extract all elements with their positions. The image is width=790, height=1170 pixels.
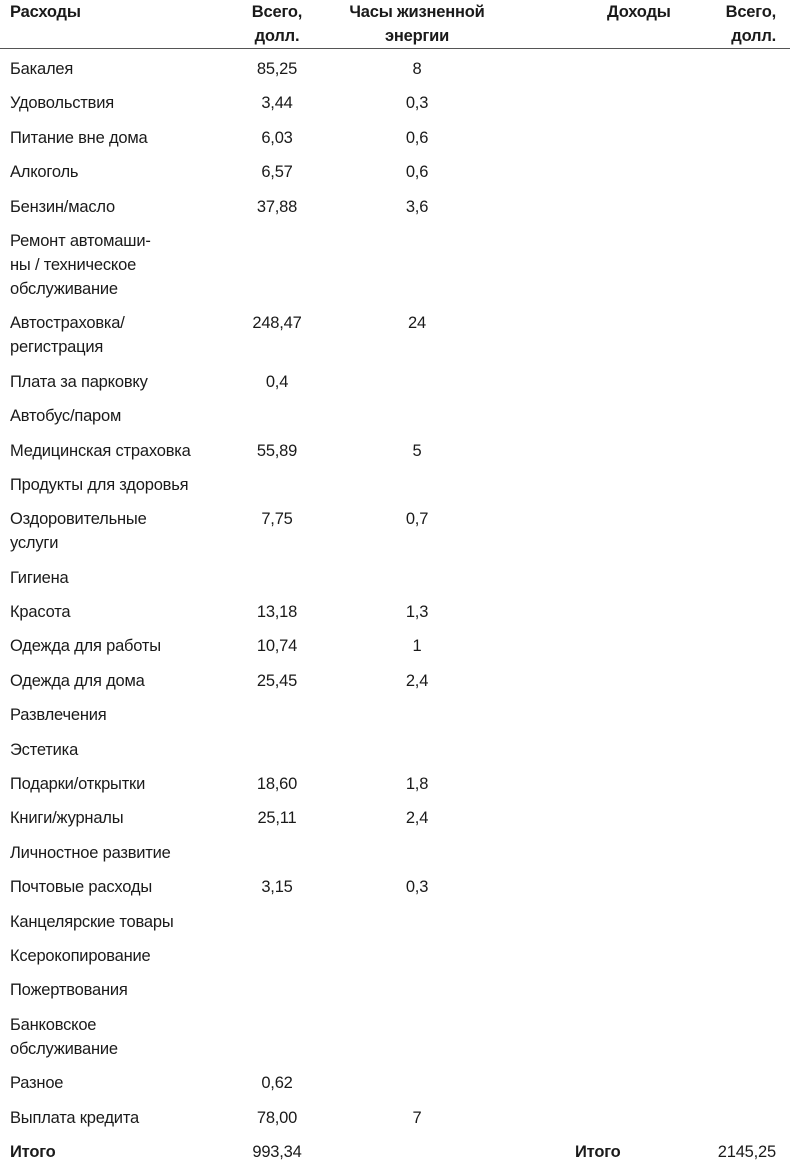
table-row [0, 699, 790, 733]
expenses-total-value: 993,34 [252, 1142, 302, 1161]
life-energy-hours: 0,7 [405, 510, 429, 529]
expense-category: Ксерокопирование [10, 946, 151, 965]
life-energy-hours: 1 [412, 637, 422, 656]
expense-category: Разное [10, 1074, 64, 1093]
expense-total-usd: 55,89 [256, 441, 298, 460]
life-energy-hours: 24 [408, 314, 426, 333]
header-expenses: Расходы [10, 3, 81, 21]
expense-total-usd: 0,4 [265, 372, 289, 391]
expense-table-body [0, 53, 790, 1170]
expense-category: Автостраховка/ регистрация [10, 314, 125, 357]
expense-total-usd: 10,74 [256, 637, 298, 656]
expense-total-usd: 37,88 [256, 197, 298, 216]
life-energy-hours: 1,3 [405, 603, 429, 622]
header-life-hours: Часы жизненной энергии [349, 3, 485, 45]
expense-category: Пожертвования [10, 981, 128, 1000]
expense-category: Бакалея [10, 60, 74, 78]
life-energy-hours: 5 [412, 441, 422, 460]
expense-category: Почтовые расходы [10, 878, 152, 897]
table-row [0, 596, 790, 630]
expense-category: Оздоровительные услуги [10, 510, 147, 553]
expense-category: Одежда для работы [10, 637, 161, 656]
table-row [0, 562, 790, 596]
expense-category: Ремонт автомаши- ны / техническое обслуживание [10, 231, 151, 298]
expense-category: Продукты для здоровья [10, 475, 189, 494]
income-total-label: Итого [575, 1142, 621, 1161]
expense-category: Выплата кредита [10, 1108, 139, 1127]
table-row [0, 503, 790, 561]
expense-total-usd: 25,45 [256, 671, 298, 690]
income-total-value: 2145,25 [717, 1142, 776, 1161]
table-row [0, 871, 790, 905]
expense-category: Канцелярские товары [10, 912, 174, 931]
expense-total-usd: 6,57 [261, 163, 293, 182]
expense-category: Подарки/открытки [10, 775, 146, 794]
expense-total-usd: 3,44 [261, 94, 293, 113]
expense-total-usd: 13,18 [256, 603, 298, 622]
expense-category: Книги/журналы [10, 809, 124, 828]
header-income-total-usd: Всего, долл. [725, 3, 776, 45]
expense-total-usd: 85,25 [256, 60, 298, 78]
expense-category: Банковское обслуживание [10, 1015, 118, 1058]
expense-category: Красота [10, 603, 71, 622]
expense-category: Гигиена [10, 568, 69, 587]
table-row [0, 802, 790, 836]
life-energy-hours: 0,6 [405, 163, 429, 182]
totals-row [0, 1136, 790, 1170]
expense-category: Личностное развитие [10, 843, 171, 862]
table-row [0, 768, 790, 802]
header-income: Доходы [607, 3, 671, 21]
expense-category: Одежда для дома [10, 671, 145, 690]
table-row [0, 156, 790, 190]
table-row [0, 734, 790, 768]
table-row [0, 1067, 790, 1101]
life-energy-hours: 0,3 [405, 878, 429, 897]
expenses-total-label: Итого [10, 1142, 56, 1161]
expense-total-usd: 0,62 [261, 1074, 293, 1093]
table-row [0, 940, 790, 974]
expense-total-usd: 248,47 [252, 314, 302, 333]
expense-total-usd: 7,75 [261, 510, 293, 529]
table-row [0, 307, 790, 365]
table-row [0, 469, 790, 503]
expense-total-usd: 6,03 [261, 128, 293, 147]
expense-category: Алкоголь [10, 163, 79, 182]
table-row [0, 122, 790, 156]
expense-category: Бензин/масло [10, 197, 115, 216]
life-energy-hours: 1,8 [405, 775, 429, 794]
expense-category: Развлечения [10, 706, 107, 725]
table-row [0, 974, 790, 1008]
table-row [0, 53, 790, 87]
life-energy-hours: 3,6 [405, 197, 429, 216]
table-row [0, 1102, 790, 1136]
life-energy-hours: 8 [412, 60, 422, 78]
table-header [0, 0, 790, 49]
header-total-usd: Всего, долл. [251, 3, 303, 45]
expense-category: Автобус/паром [10, 407, 122, 426]
expense-total-usd: 78,00 [256, 1108, 298, 1127]
table-row [0, 906, 790, 940]
expense-category: Эстетика [10, 740, 79, 759]
table-row [0, 225, 790, 307]
life-energy-hours: 7 [412, 1108, 422, 1127]
table-row [0, 630, 790, 664]
expense-category: Медицинская страховка [10, 441, 191, 460]
life-energy-hours: 2,4 [405, 671, 429, 690]
expense-category: Питание вне дома [10, 128, 148, 147]
table-row [0, 665, 790, 699]
table-row [0, 400, 790, 434]
table-row [0, 837, 790, 871]
table-row [0, 87, 790, 121]
life-energy-hours: 0,3 [405, 94, 429, 113]
life-energy-hours: 2,4 [405, 809, 429, 828]
expense-total-usd: 25,11 [257, 809, 297, 828]
table-row [0, 1009, 790, 1067]
table-row [0, 366, 790, 400]
table-row [0, 435, 790, 469]
table-row [0, 191, 790, 225]
expense-total-usd: 3,15 [261, 878, 293, 897]
expense-total-usd: 18,60 [256, 775, 298, 794]
life-energy-hours: 0,6 [405, 128, 429, 147]
expense-category: Плата за парковку [10, 372, 148, 391]
expense-category: Удовольствия [10, 94, 114, 113]
